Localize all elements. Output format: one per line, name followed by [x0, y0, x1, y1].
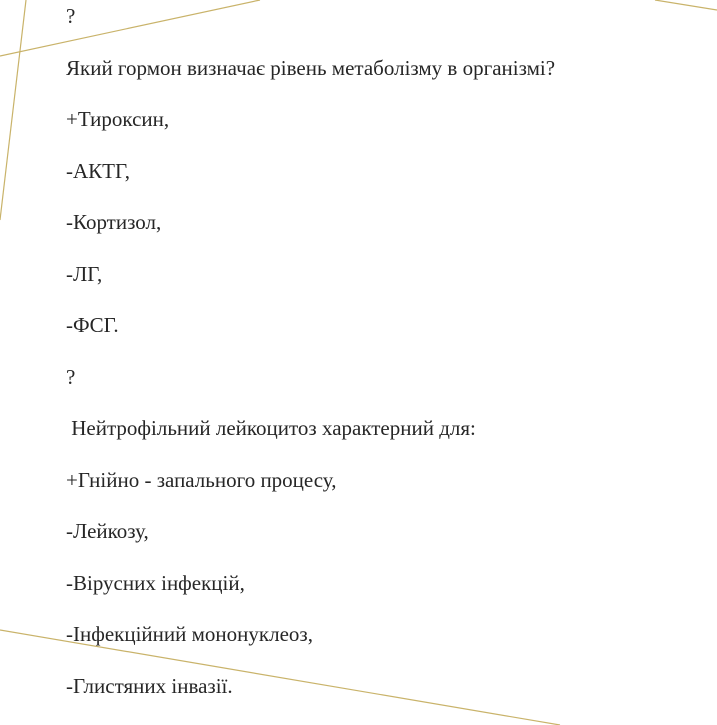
decor-line-top-left — [0, 0, 260, 56]
question-marker-2: ? — [66, 365, 76, 389]
answer-option-2-1: +Гнійно - запального процесу, — [66, 468, 337, 492]
question-1-text: Який гормон визначає рівень метаболізму в організмі? — [66, 56, 556, 80]
question-marker-1: ? — [66, 4, 76, 28]
answer-option-1-2: -АКТГ, — [66, 159, 131, 183]
answer-option-2-3: -Вірусних інфекцій, — [66, 571, 245, 595]
answer-option-1-1: +Тироксин, — [66, 107, 170, 131]
decor-line-top-right — [655, 0, 717, 10]
question-2-text: Нейтрофільний лейкоцитоз характерний для: — [66, 416, 476, 440]
answer-option-1-3: -Кортизол, — [66, 210, 162, 234]
decor-line-vertical-left — [0, 0, 26, 220]
answer-option-1-4: -ЛГ, — [66, 262, 103, 286]
answer-option-1-5: -ФСГ. — [66, 313, 119, 337]
answer-option-2-5: -Глистяних інвазії. — [66, 674, 233, 698]
answer-option-2-2: -Лейкозу, — [66, 519, 149, 543]
answer-option-2-4: -Інфекційний мононуклеоз, — [66, 622, 313, 646]
